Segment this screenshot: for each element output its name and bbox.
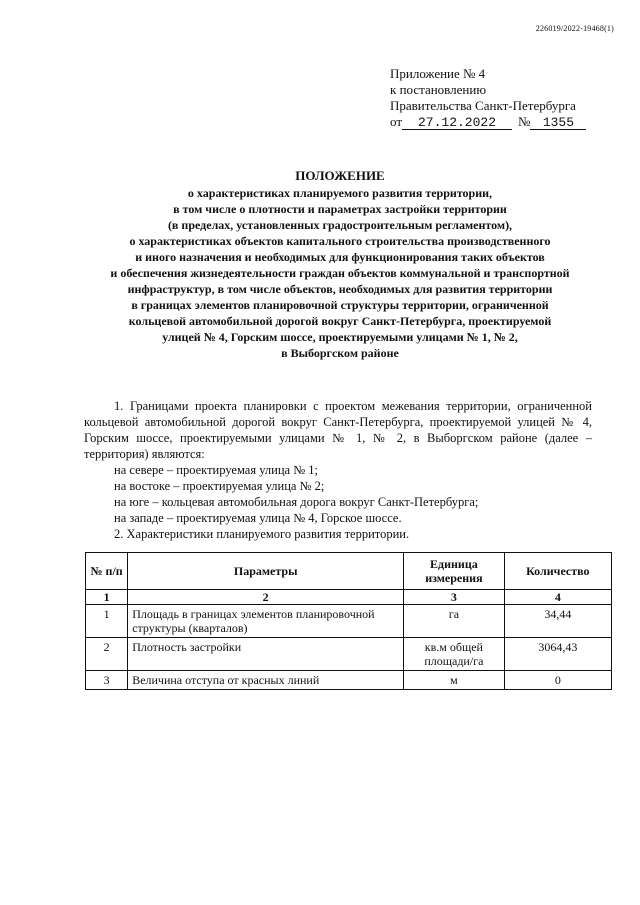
row-qty: 34,44 bbox=[504, 605, 611, 638]
document-id: 226019/2022-19468(1) bbox=[535, 24, 614, 33]
index-cell: 2 bbox=[128, 590, 404, 605]
heading-line: и обеспечения жизнедеятельности граждан объектов коммунальной и транспортной bbox=[110, 266, 570, 280]
heading-line: в Выборгском районе bbox=[281, 346, 399, 360]
index-cell: 3 bbox=[404, 590, 504, 605]
heading-title: ПОЛОЖЕНИЕ bbox=[295, 168, 385, 183]
document-body bbox=[84, 398, 592, 542]
table-header-row bbox=[86, 553, 612, 590]
boundary-west: на западе – проектируемая улица № 4, Горское шоссе. bbox=[114, 511, 402, 525]
parameters-table bbox=[85, 552, 612, 690]
heading-line: (в пределах, установленных градостроительным регламентом), bbox=[167, 218, 513, 232]
header-unit: Единица измерения bbox=[404, 553, 504, 590]
heading-line: кольцевой автомобильной дорогой вокруг Санкт-Петербурга, проектируемой bbox=[128, 314, 552, 328]
appendix-line-2: к постановлению bbox=[390, 82, 487, 97]
decree-number: 1355 bbox=[530, 116, 586, 130]
row-param: Площадь в границах элементов планировочной структуры (кварталов) bbox=[128, 605, 404, 638]
heading-line: о характеристиках планируемого развития территории, bbox=[187, 186, 493, 200]
row-unit: кв.м общей площади/га bbox=[404, 638, 504, 671]
table-row bbox=[86, 605, 612, 638]
heading-line: о характеристиках объектов капитального строительства производственного bbox=[129, 234, 551, 248]
heading-line: и иного назначения и необходимых для функционирования таких объектов bbox=[135, 250, 545, 264]
boundary-east: на востоке – проектируемая улица № 2; bbox=[114, 479, 325, 493]
heading-line: инфраструктур, в том числе объектов, необходимых для развития территории bbox=[127, 282, 553, 296]
number-label: № bbox=[518, 114, 531, 129]
appendix-line-1: Приложение № 4 bbox=[390, 66, 486, 81]
index-cell: 4 bbox=[504, 590, 611, 605]
header-param: Параметры bbox=[128, 553, 404, 590]
row-num: 3 bbox=[86, 671, 128, 690]
appendix-block bbox=[390, 66, 586, 130]
row-unit: га bbox=[404, 605, 504, 638]
index-cell: 1 bbox=[86, 590, 128, 605]
date-number-line bbox=[390, 114, 586, 130]
boundary-south: на юге – кольцевая автомобильная дорога вокруг Санкт-Петербурга; bbox=[114, 495, 479, 509]
table-index-row bbox=[86, 590, 612, 605]
heading-line: в том числе о плотности и параметрах застройки территории bbox=[173, 202, 507, 216]
header-qty: Количество bbox=[504, 553, 611, 590]
characteristics-heading: 2. Характеристики планируемого развития территории. bbox=[114, 527, 410, 541]
document-heading bbox=[50, 168, 630, 361]
header-num: № п/п bbox=[86, 553, 128, 590]
date-prefix: от bbox=[390, 114, 403, 129]
row-num: 1 bbox=[86, 605, 128, 638]
row-param: Плотность застройки bbox=[128, 638, 404, 671]
row-param: Величина отступа от красных линий bbox=[128, 671, 404, 690]
boundaries-paragraph: 1. Границами проекта планировки с проектом межевания территории, ограниченной кольцевой автомобильной дорогой вокруг Санкт-Петербурга, проектируемой улицей № 4, Горским шоссе, проектируемыми улицами № 1, № 2, в Выборгском районе (далее – территория) являются: bbox=[84, 399, 592, 461]
row-num: 2 bbox=[86, 638, 128, 671]
appendix-line-3: Правительства Санкт-Петербурга bbox=[390, 98, 576, 113]
row-unit: м bbox=[404, 671, 504, 690]
heading-line: в границах элементов планировочной структуры территории, ограниченной bbox=[131, 298, 549, 312]
table-row bbox=[86, 638, 612, 671]
heading-line: улицей № 4, Горским шоссе, проектируемыми улицами № 1, № 2, bbox=[162, 330, 518, 344]
row-qty: 0 bbox=[504, 671, 611, 690]
boundary-north: на севере – проектируемая улица № 1; bbox=[114, 463, 318, 477]
decree-date: 27.12.2022 bbox=[402, 116, 512, 130]
row-qty: 3064,43 bbox=[504, 638, 611, 671]
table-row bbox=[86, 671, 612, 690]
